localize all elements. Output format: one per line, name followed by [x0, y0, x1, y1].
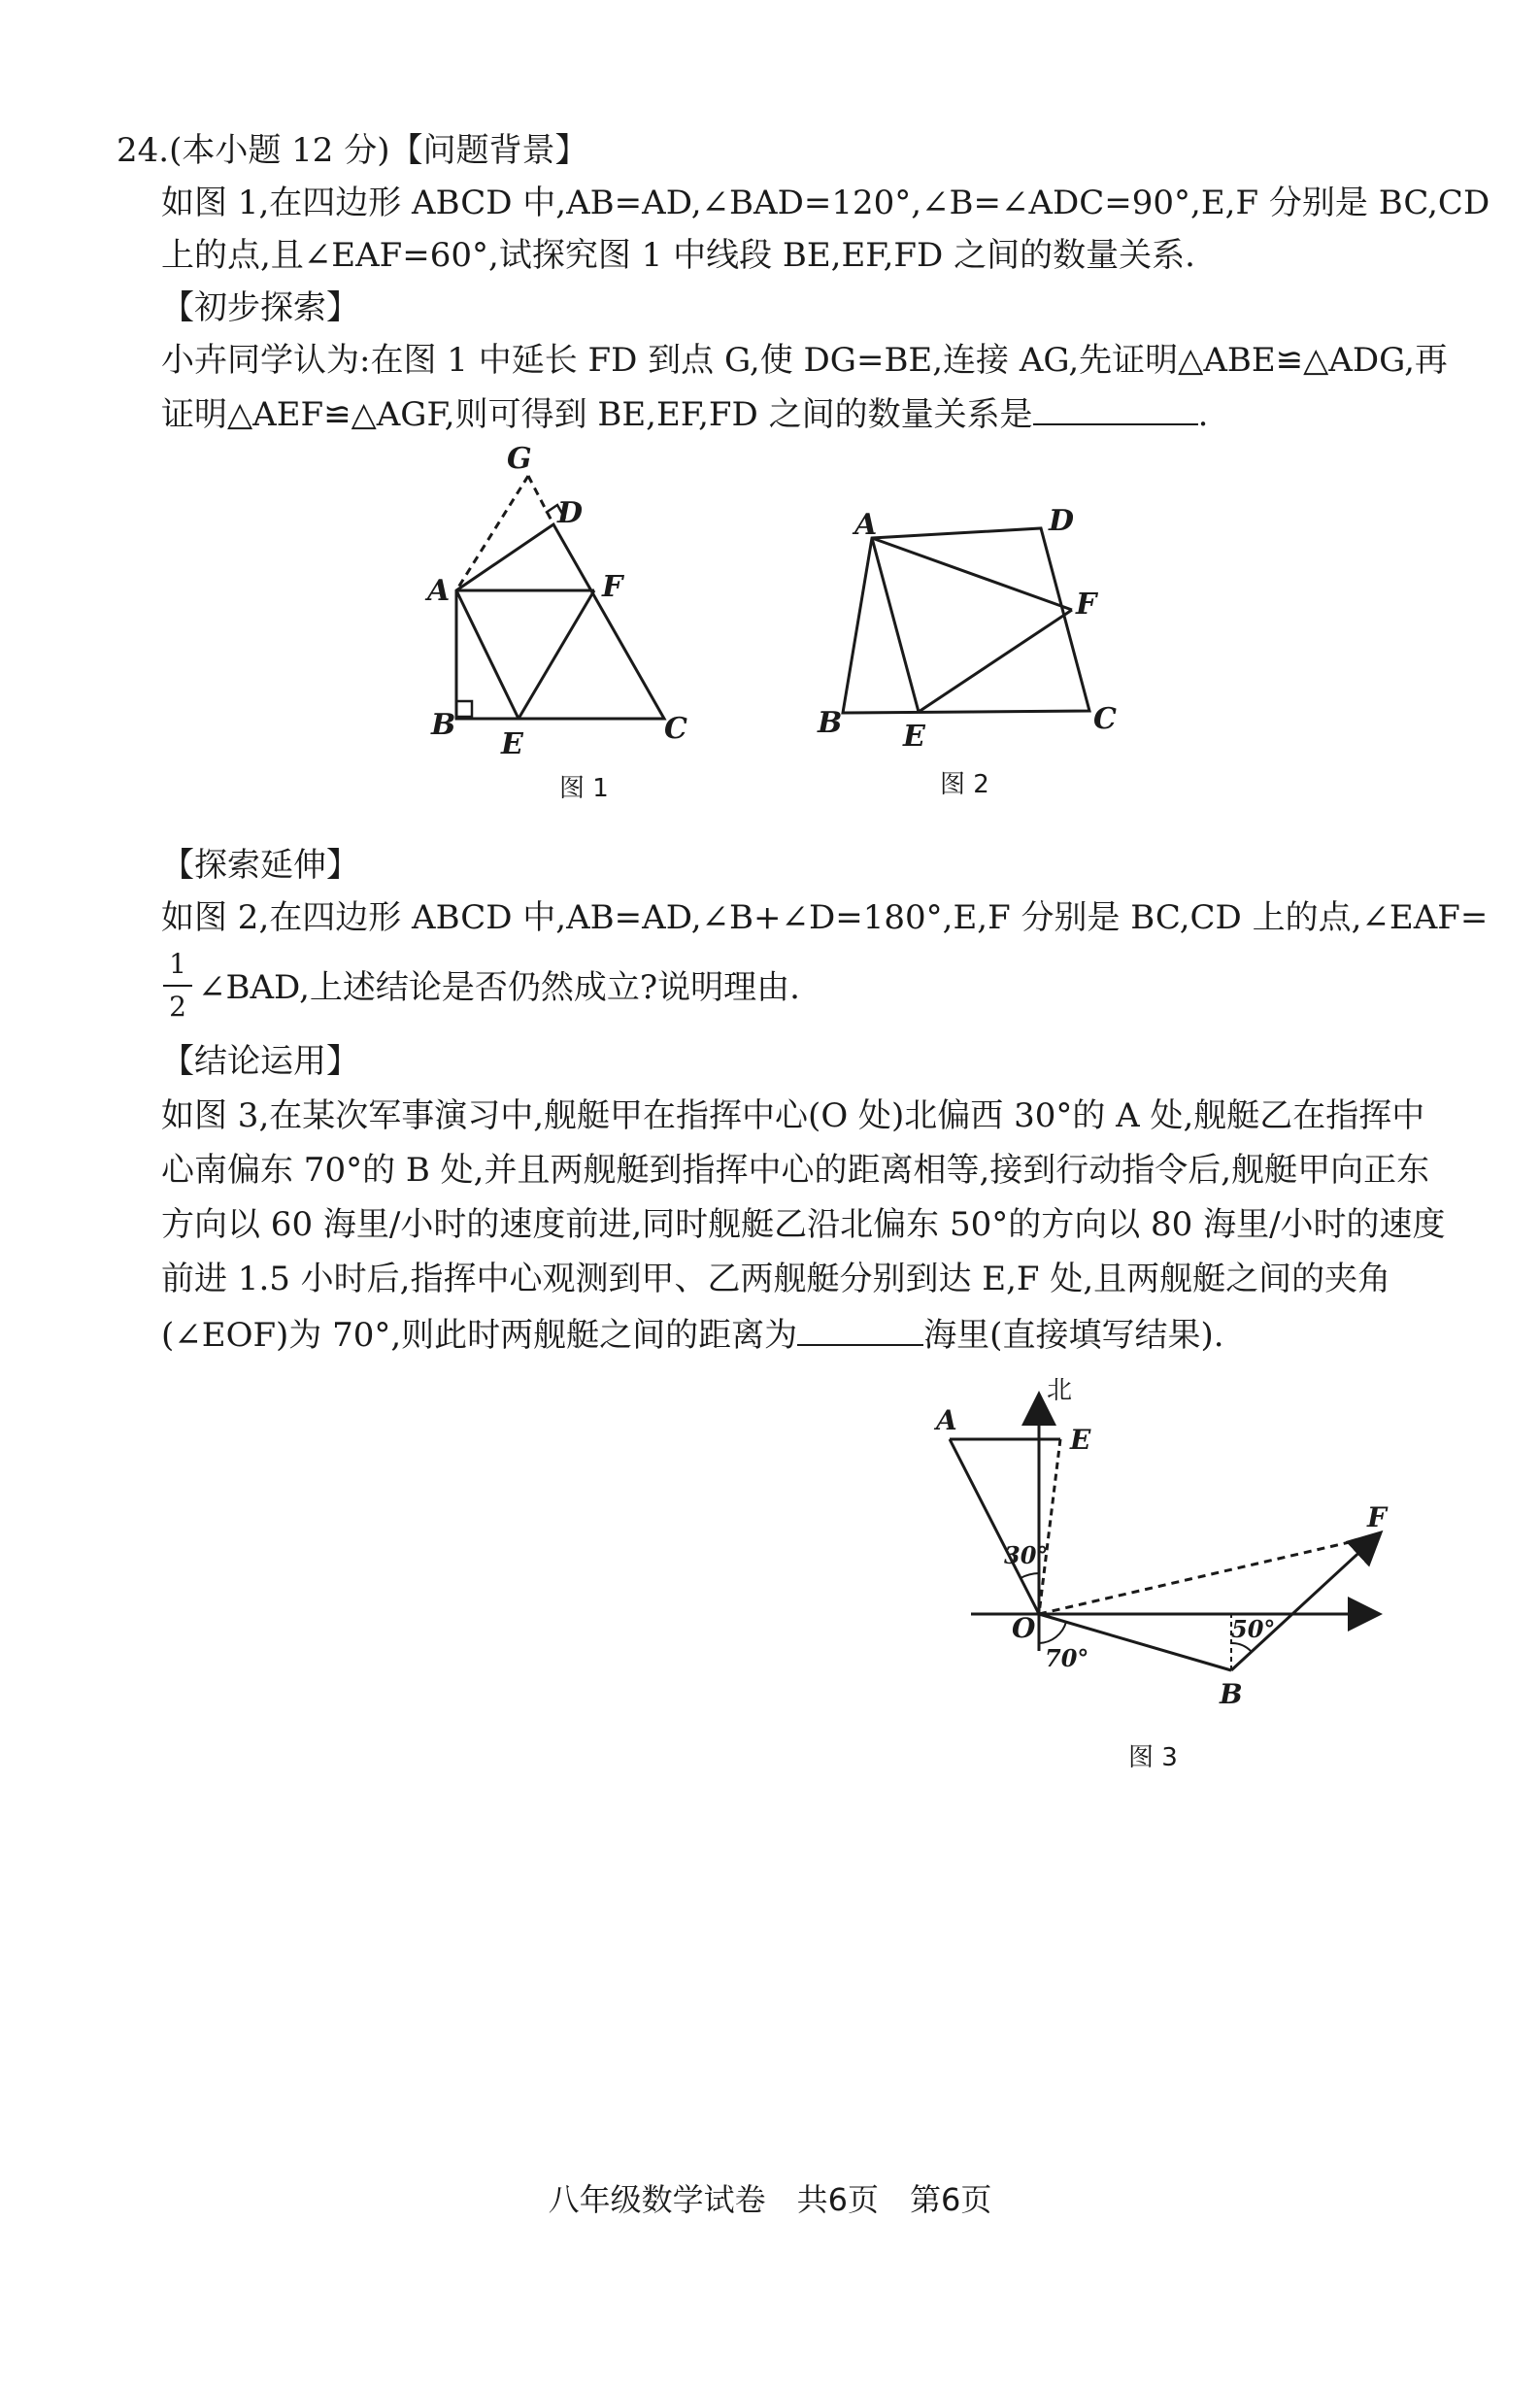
- explore-line-2: [161, 390, 1208, 437]
- fig1-label-C: C: [664, 712, 687, 746]
- fig1-label-B: B: [431, 708, 456, 742]
- apply-line-5-text: (∠EOF)为 70°,则此时两舰艇之间的距离为: [161, 1316, 798, 1355]
- fig3-label-E: E: [1070, 1424, 1091, 1456]
- fig3-label-O: O: [1012, 1612, 1036, 1644]
- apply-line-5: [161, 1311, 1224, 1358]
- explore-title: 【初步探索】: [161, 288, 359, 327]
- answer-blank-1[interactable]: [1033, 390, 1198, 425]
- apply-line-2: 心南偏东 70°的 B 处,并且两舰艇到指挥中心的距离相等,接到行动指令后,舰艇甲向正东: [161, 1151, 1430, 1190]
- fig2-label-C: C: [1093, 702, 1117, 736]
- fig1-label-E: E: [501, 727, 523, 761]
- fig3-angle-30: 30°: [1004, 1541, 1049, 1569]
- apply-line-5-end: 海里(直接填写结果).: [923, 1316, 1224, 1355]
- fig3-label-A: A: [936, 1404, 957, 1436]
- fig1-caption: 图 1: [559, 774, 609, 803]
- fig1-label-G: G: [507, 442, 532, 476]
- background-line-1: 如图 1,在四边形 ABCD 中,AB=AD,∠BAD=120°,∠B=∠ADC=90°,E,F 分别是 BC,CD: [161, 184, 1490, 222]
- background-line-2: 上的点,且∠EAF=60°,试探究图 1 中线段 BE,EF,FD 之间的数量关系.: [161, 236, 1195, 275]
- extend-line-1: 如图 2,在四边形 ABCD 中,AB=AD,∠B+∠D=180°,E,F 分别是 BC,CD 上的点,∠EAF=: [161, 898, 1489, 937]
- explore-line-2-text: 证明△AEF≌△AGF,则可得到 BE,EF,FD 之间的数量关系是: [161, 395, 1033, 434]
- answer-blank-2[interactable]: [797, 1311, 923, 1346]
- fig2-label-B: B: [818, 706, 843, 740]
- figure-1: [424, 442, 687, 803]
- fig2-label-D: D: [1049, 504, 1075, 538]
- fig2-label-A: A: [854, 508, 878, 542]
- fig3-caption: 图 3: [1128, 1743, 1178, 1772]
- figure-3: [922, 1369, 1389, 1777]
- fig1-label-D: D: [557, 496, 584, 530]
- apply-title: 【结论运用】: [161, 1042, 359, 1081]
- fig3-north-label: 北: [1047, 1376, 1073, 1405]
- apply-line-1: 如图 3,在某次军事演习中,舰艇甲在指挥中心(O 处)北偏西 30°的 A 处,舰艇乙在指挥中: [161, 1096, 1425, 1135]
- question-header: 24.(本小题 12 分)【问题背景】: [117, 131, 588, 170]
- fig2-label-F: F: [1076, 588, 1097, 622]
- apply-line-4: 前进 1.5 小时后,指挥中心观测到甲、乙两舰艇分别到达 E,F 处,且两舰艇之间的夹角: [161, 1260, 1391, 1298]
- fig1-label-F: F: [602, 570, 623, 604]
- figures-1-2: [0, 437, 1540, 825]
- fig3-label-B: B: [1220, 1678, 1243, 1710]
- fig3-angle-70: 70°: [1045, 1644, 1089, 1672]
- fig1-label-A: A: [427, 574, 451, 608]
- fig3-label-F: F: [1367, 1501, 1387, 1533]
- page-footer: 八年级数学试卷 共6页 第6页: [548, 2181, 992, 2218]
- fig2-label-E: E: [903, 720, 925, 754]
- fig3-angle-50: 50°: [1231, 1615, 1276, 1643]
- apply-line-3: 方向以 60 海里/小时的速度前进,同时舰艇乙沿北偏东 50°的方向以 80 海里/小时的速度: [161, 1205, 1446, 1244]
- fraction-numerator: 1: [169, 948, 186, 980]
- explore-line-1: 小卉同学认为:在图 1 中延长 FD 到点 G,使 DG=BE,连接 AG,先证明△ABE≌△ADG,再: [161, 341, 1448, 380]
- extend-title: 【探索延伸】: [161, 846, 359, 885]
- fig2-caption: 图 2: [940, 770, 989, 799]
- fraction-denominator: 2: [169, 991, 186, 1023]
- extend-line-2: ∠BAD,上述结论是否仍然成立?说明理由.: [198, 968, 800, 1007]
- explore-line-2-end: .: [1197, 395, 1209, 434]
- figure-2: [817, 504, 1117, 799]
- fraction-bar: [163, 985, 192, 987]
